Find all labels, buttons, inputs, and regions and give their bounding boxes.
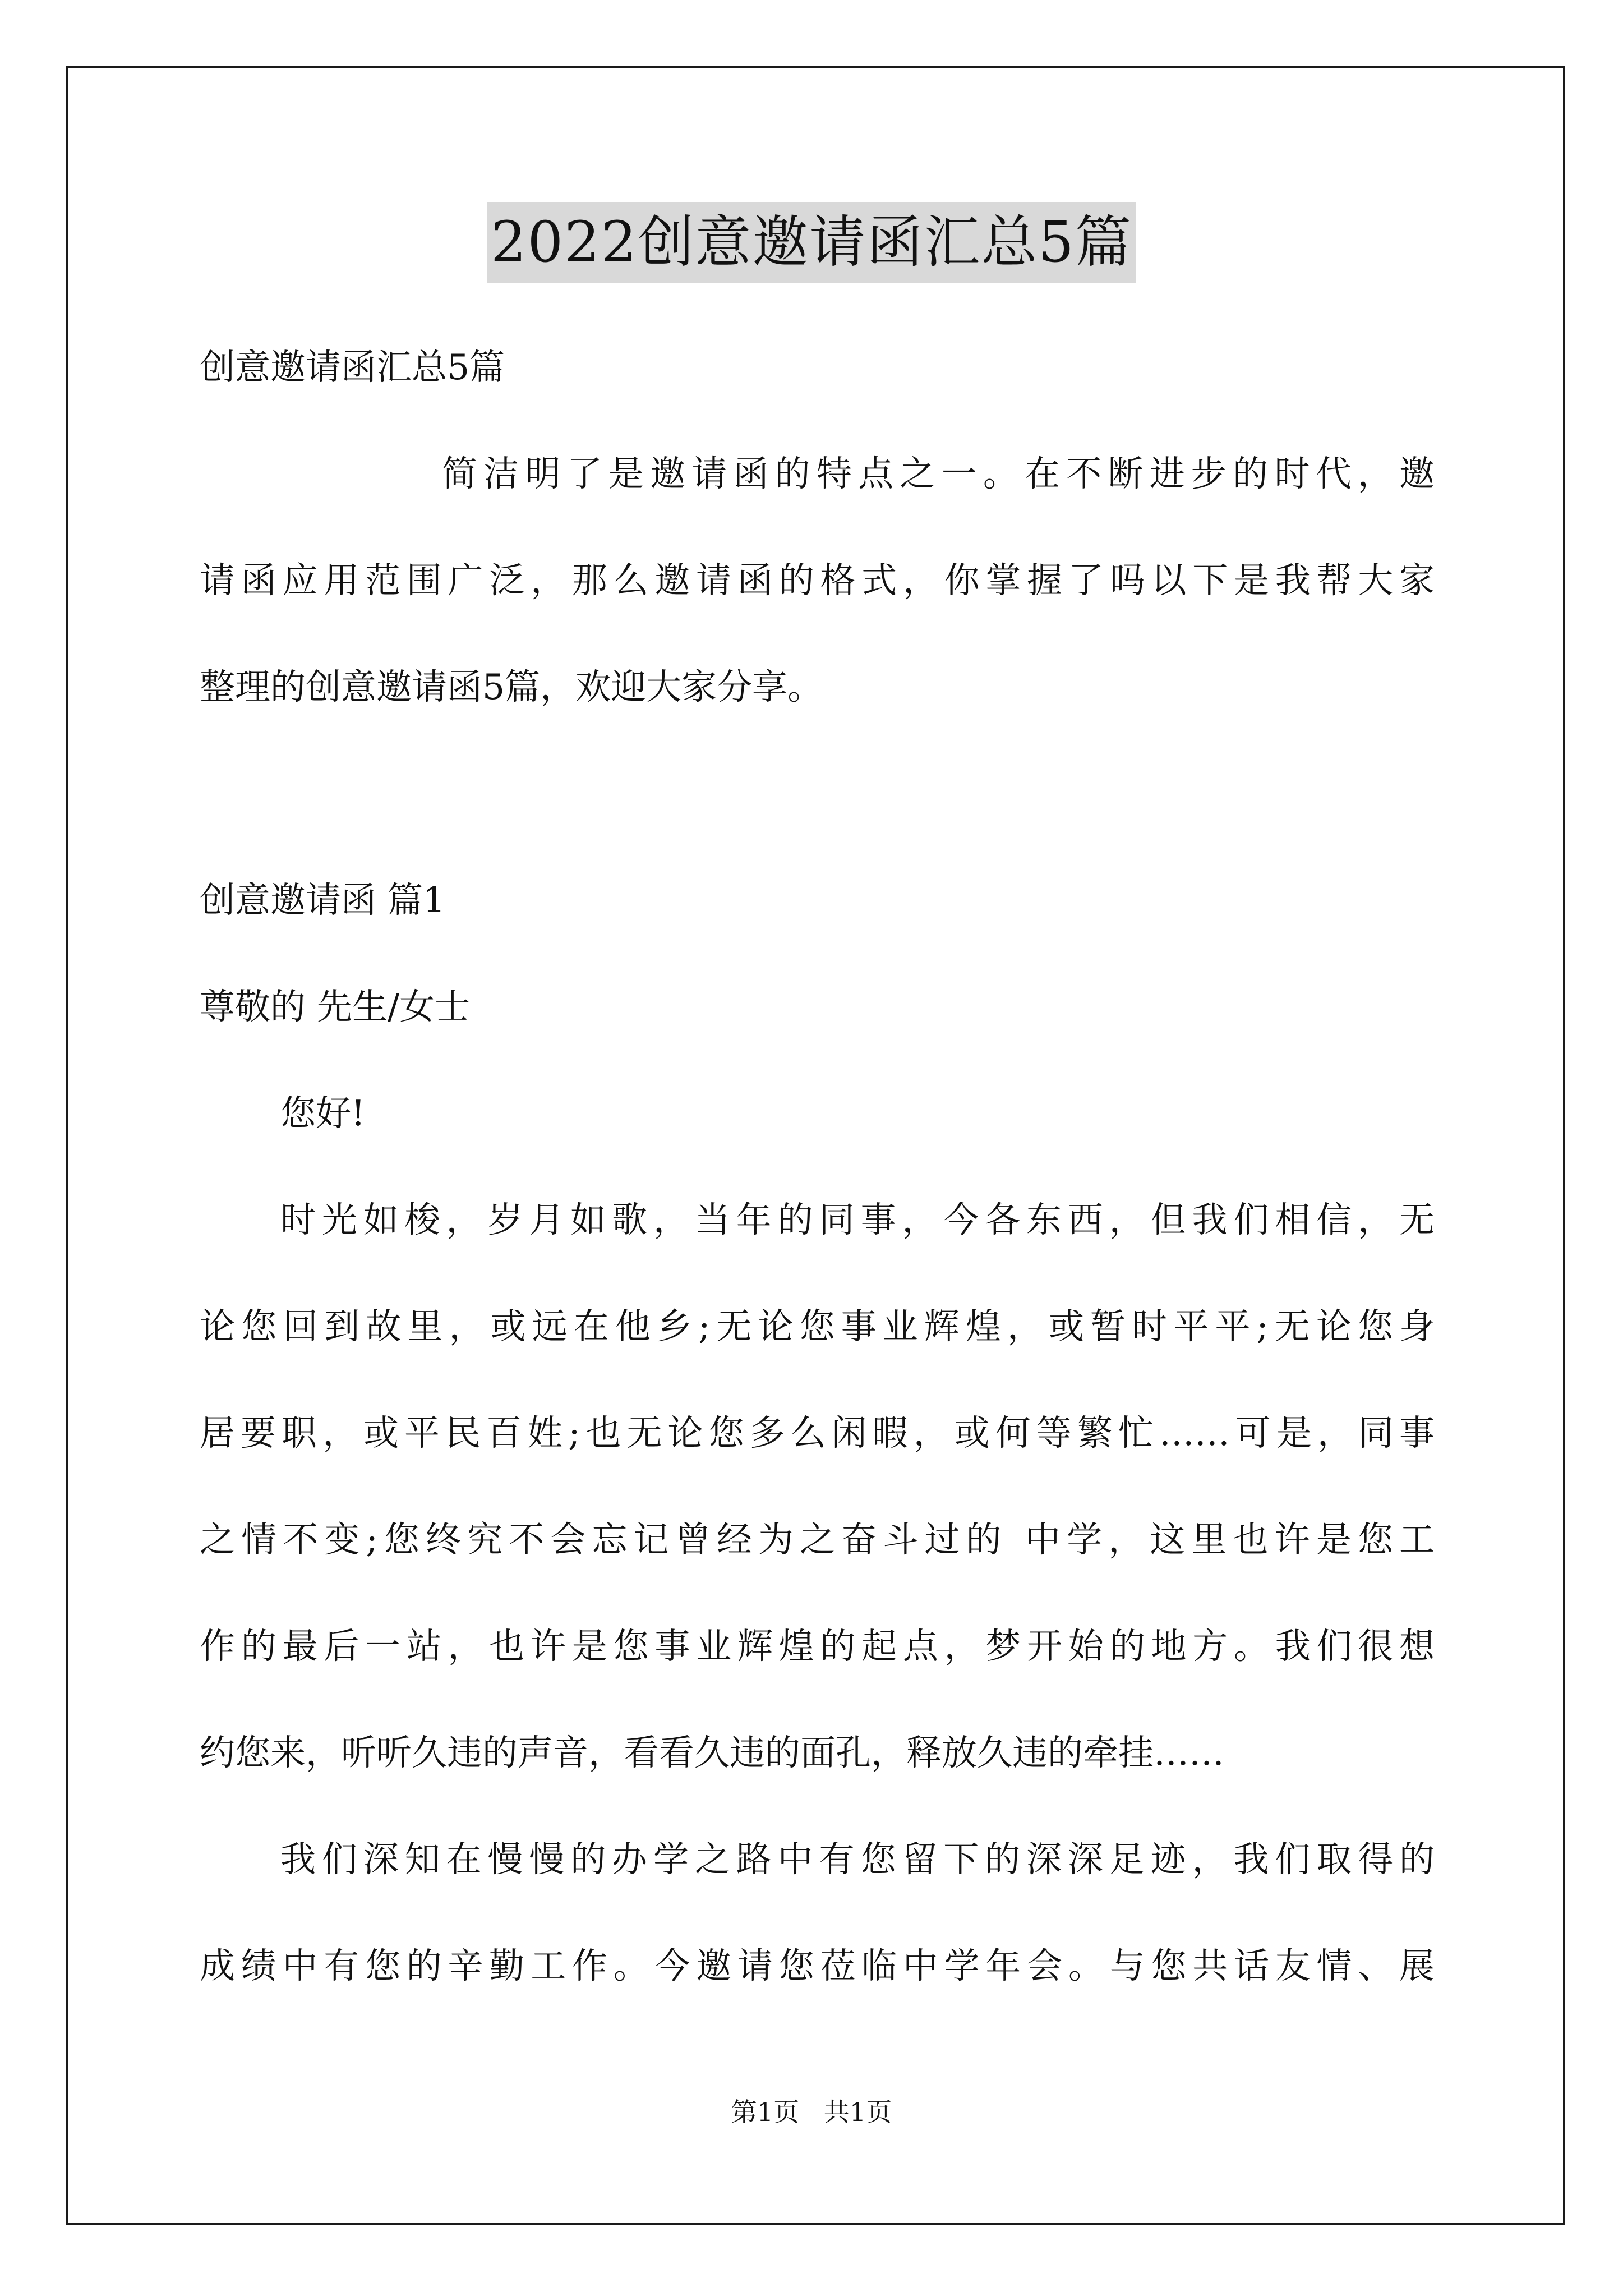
intro-line-2: 请函应用范围广泛，那么邀请函的格式，你掌握了吗以下是我帮大家 [200, 560, 1435, 601]
page-footer: 第1页 共1页 [731, 2097, 892, 2127]
section-heading: 创意邀请函 篇1 [200, 880, 446, 921]
subtitle: 创意邀请函汇总5篇 [200, 347, 505, 388]
document-title: 2022创意邀请函汇总5篇 [487, 202, 1136, 283]
salutation: 尊敬的 先生/女士 [200, 986, 471, 1027]
intro-line-3: 整理的创意邀请函5篇，欢迎大家分享。 [200, 666, 823, 707]
intro-line-1: 简洁明了是邀请函的特点之一。在不断进步的时代，邀 [442, 453, 1435, 494]
paragraph2-line-1: 我们深知在慢慢的办学之路中有您留下的深深足迹，我们取得的 [280, 1839, 1435, 1880]
paragraph2-line-2: 成绩中有您的辛勤工作。今邀请您莅临中学年会。与您共话友情、展 [200, 1945, 1435, 1986]
greeting: 您好! [280, 1093, 366, 1134]
paragraph1-line-4: 之情不变;您终究不会忘记曾经为之奋斗过的 中学，这里也许是您工 [200, 1519, 1435, 1560]
spacer [200, 740, 1435, 847]
paragraph1-line-6: 约您来，听听久违的声音，看看久违的面孔，释放久违的牵挂…… [200, 1732, 1224, 1773]
title-wrap [0, 202, 1623, 283]
document-body [200, 314, 1435, 2019]
paragraph1-line-5: 作的最后一站，也许是您事业辉煌的起点，梦开始的地方。我们很想 [200, 1626, 1435, 1667]
paragraph1-line-1: 时光如梭，岁月如歌，当年的同事，今各东西，但我们相信，无 [280, 1199, 1435, 1240]
paragraph1-line-2: 论您回到故里，或远在他乡;无论您事业辉煌，或暂时平平;无论您身 [200, 1306, 1435, 1347]
paragraph1-line-3: 居要职，或平民百姓;也无论您多么闲暇，或何等繁忙……可是，同事 [200, 1412, 1435, 1453]
